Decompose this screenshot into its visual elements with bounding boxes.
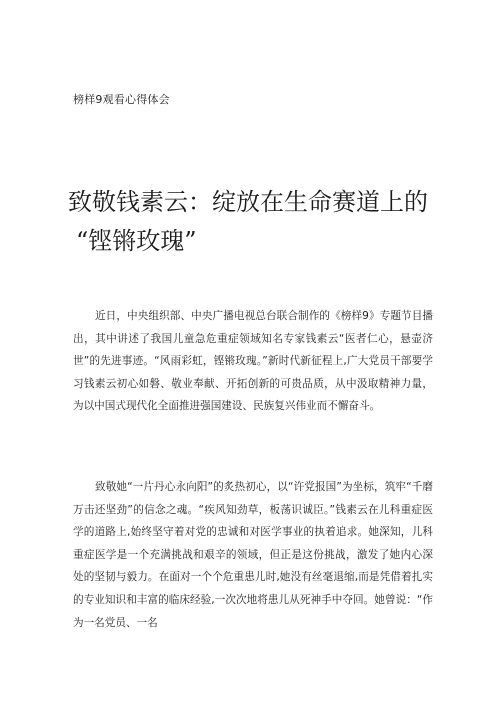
document-header-label: 榜样9观看心得体会 bbox=[73, 93, 170, 106]
paragraph-2: 致敬她“一片丹心永向阳”的炙热初心，以“许党报国”为坐标，筑牢“千磨万击还坚劲”的信念之魂。“疾风知劲草，板荡识诚臣。”钱素云在儿科重症医学的道路上,始终坚守着对党的忠诚和对医学事业的执着追求。她深知，儿科重症医学是一个充满挑战和艰辛的领域，但正是这份挑战，激发了她内心深处的坚韧与毅力。在面对一个个危重患儿时,她没有丝毫退缩,而是凭借着扎实的专业知识和丰富的临床经验,一次次地将患儿从死神手中夺回。她曾说：“作为一名党员、一名 bbox=[73, 481, 433, 629]
document-title bbox=[68, 183, 438, 261]
title-line-2: “铿锵玫瑰” bbox=[76, 227, 197, 255]
paragraph-1: 近日，中央组织部、中央广播电视总台联合制作的《榜样9》专题节目播出，其中讲述了我国儿童急危重症领域知名专家钱素云“医者仁心，悬壶济世”的先进事迹。“风雨彩虹，铿锵玫瑰。”新时代新征程上,广大党员干部要学习钱素云初心如磐、敬业奉献、开拓创新的可贵品质，从中汲取精神力量，为以中国式现代化全面推进强国建设、民族复兴伟业而不懈奋斗。 bbox=[73, 310, 433, 413]
title-line-1: 致敬钱素云：绽放在生命赛道上的 bbox=[68, 188, 428, 216]
